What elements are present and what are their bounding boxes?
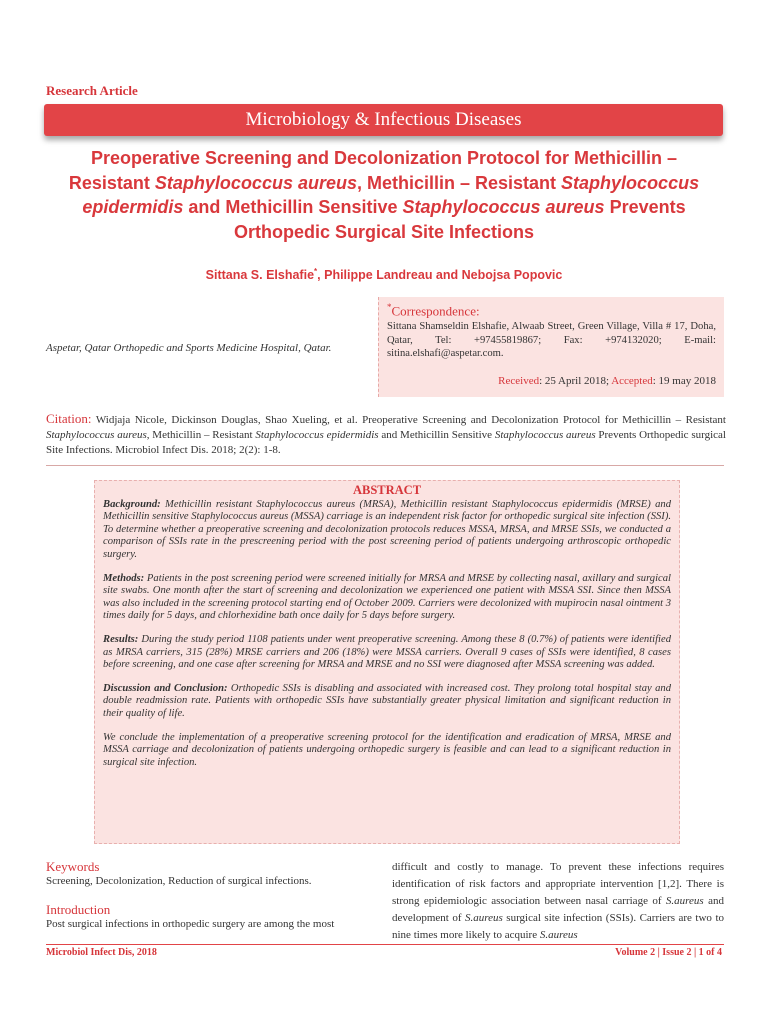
correspondence-details: Sittana Shamseldin Elshafie, Alwaab Street, Green Village, Villa # 17, Doha, Qatar, Tel: +97455819867; Fax: +974132020; E-mail: sitina.elshafi@aspetar.com.: [387, 321, 716, 360]
abstract-heading: ABSTRACT: [352, 483, 422, 497]
abstract-box: [94, 480, 680, 844]
footer-journal: Microbiol Infect Dis, 2018: [46, 947, 157, 958]
footer-page-info: Volume 2 | Issue 2 | 1 of 4: [615, 947, 722, 958]
abstract-background: Background: Methicillin resistant Staphylococcus aureus (MRSA), Methicillin resistant Staphylococcus epidermidis (MRSE) and Methicillin sensitive Staphylococcus aureus (MSSA) carriage is an independent risk factor for orthopedic surgical site infection (SSI). To determine whether a preoperative screening and decolonization protocols reduces MSSA, MRSA, and MRSE SSIs, we conducted a comparison of SSIs rate in the prescreening period with the post screening period of patients undergoing arthroscopic orthopedic surgery.: [103, 498, 671, 560]
article-type-label: Research Article: [46, 83, 138, 98]
correspondence-heading: *Correspondence:: [387, 302, 480, 319]
footer-divider: [46, 944, 724, 945]
left-column: [46, 859, 366, 932]
article-title: Preoperative Screening and Decolonization Protocol for Methicillin – Resistant Staphylococcus aureus, Methicillin – Resistant Staphylococcus epidermidis and Methicillin Sensitive Staphylococcus aureus Prevents Orthopedic Surgical Site Infections: [68, 148, 700, 242]
journal-banner: Microbiology & Infectious Diseases: [44, 104, 723, 136]
article-dates: Received: 25 April 2018; Accepted: 19 may 2018: [498, 375, 716, 387]
keywords-text: Screening, Decolonization, Reduction of surgical infections.: [46, 875, 312, 887]
introduction-heading: Introduction: [46, 902, 111, 917]
citation: Citation: Widjaja Nicole, Dickinson Douglas, Shao Xueling, et al. Preoperative Screening and Decolonization Protocol for Methicillin – Resistant Staphylococcus aureus, Methicillin – Resistant Staphylococcus epidermidis and Methicillin Sensitive Staphylococcus aureus Prevents Orthopedic surgical Site Infections. Microbiol Infect Dis. 2018; 2(2): 1-8.: [46, 411, 726, 456]
introduction-text-start: Post surgical infections in orthopedic surgery are among the most: [46, 918, 335, 930]
correspondence-box: [378, 297, 724, 397]
author-list: Sittana S. Elshafie*, Philippe Landreau and Nebojsa Popovic: [205, 267, 563, 283]
keywords-heading: Keywords: [46, 859, 100, 874]
right-column-text: difficult and costly to manage. To prevent these infections requires identification of risk factors and appropriate intervention [1,2]. There is strong epidemiologic association between nasal carriage of S.aureus and development of S.aureus surgical site infection (SSIs). Carriers are two to nine times more likely to acquire S.aureus: [392, 861, 724, 941]
divider: [46, 465, 724, 466]
abstract-methods: Methods: Patients in the post screening period were screened initially for MRSA and MRSE by collecting nasal, axillary and surgical site swabs. One month after the start of screening and decolonization we experienced one patient with MSSA SSI. Since then MSSA was also included in the screening protocol starting end of October 2009. Carriers were decolonized with mupirocin nasal ointment 3 times daily for 5 days, and chlorhexidine bath once daily for 5 days before surgery.: [103, 572, 671, 622]
affiliation: Aspetar, Qatar Orthopedic and Sports Medicine Hospital, Qatar.: [46, 342, 332, 354]
abstract-results: Results: During the study period 1108 patients under went preoperative screening. Among these 8 (0.7%) of patients were identified as MRSA carriers, 315 (28%) MRSE carriers and 206 (18%) were MSSA carriers. Overall 9 cases of SSIs were identified, 8 cases before screening, and one case after screening for MRSA and MRSE and no SSI were diagnosed after MSSA screening was added.: [103, 633, 671, 671]
abstract-discussion: Discussion and Conclusion: Orthopedic SSIs is disabling and associated with increased cost. They prolong total hospital stay and double readmission rate. Patients with orthopedic SSIs have substantially greater physical limitation and significant reduction in their quality of life.: [103, 682, 671, 719]
abstract-conclusion: We conclude the implementation of a preoperative screening protocol for the identification and eradication of MRSA, MRSE and MSSA carriage and decolonization of patients undergoing orthopedic surgery is feasible and can lead to a significant reduction in surgical site infection.: [103, 731, 671, 768]
